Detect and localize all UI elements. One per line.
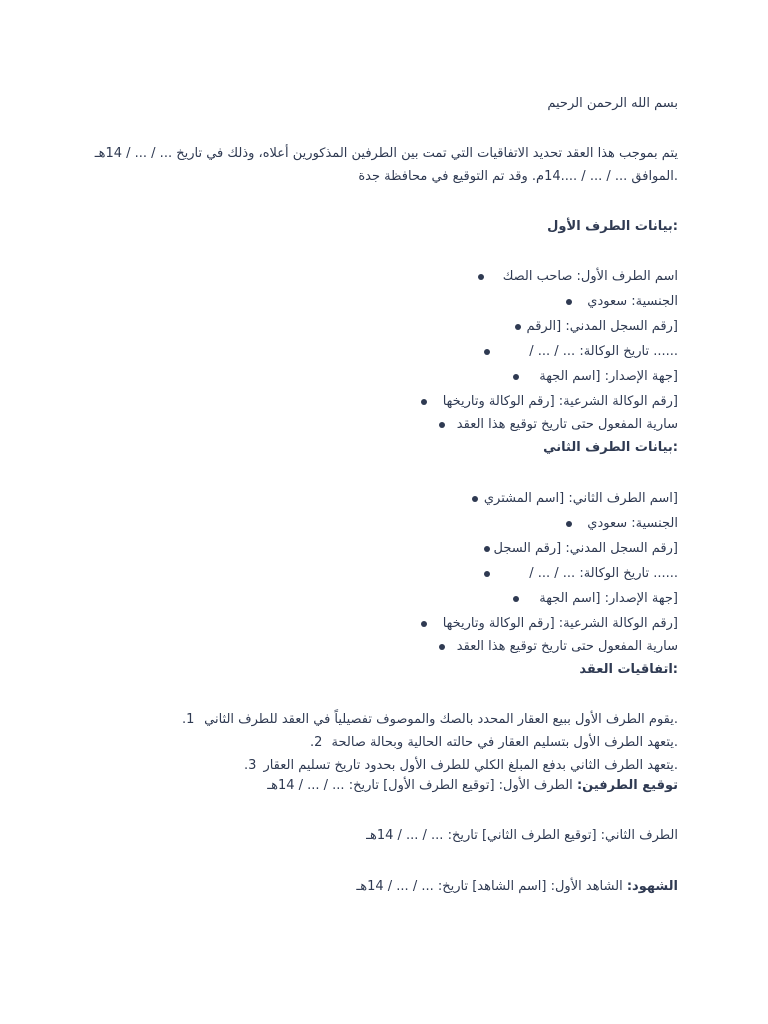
party2-item-poa-number: [443, 615, 678, 633]
signatures-label: توقيع الطرفين:: [576, 778, 678, 793]
party1-item-issuer: [539, 368, 678, 386]
bullet-icon: [472, 496, 478, 502]
party2-item-issuer: [539, 590, 678, 608]
party1-item-name: [503, 268, 678, 286]
bullet-icon: [484, 349, 490, 355]
agreement-item-2: [332, 734, 678, 752]
signature-party1: الطرف الأول: [توقيع الطرف الأول] تاريخ: ... / ... / 14هـ: [267, 778, 573, 793]
list-item-text: [جهة الإصدار: [اسم الجهة: [539, 591, 678, 606]
list-item-text: [اسم الطرف الثاني: [اسم المشتري: [483, 491, 678, 506]
signature-party2: الطرف الثاني: [توقيع الطرف الثاني] تاريخ: ... / ... / 14هـ: [366, 828, 678, 843]
party1-item-poa-number: [443, 393, 678, 411]
party2-item-poa-date: [529, 565, 678, 583]
list-item-text: سارية المفعول حتى تاريخ توقيع هذا العقد: [456, 639, 678, 654]
party1-item-validity: [457, 416, 678, 434]
signatures-line: [267, 777, 678, 795]
agreements-heading: :اتفاقيات العقد: [579, 662, 678, 677]
list-item-text: سارية المفعول حتى تاريخ توقيع هذا العقد: [456, 417, 678, 432]
agreement-number: 2.: [310, 735, 323, 750]
bullet-icon: [513, 596, 519, 602]
witness-1: الشاهد الأول: [اسم الشاهد] تاريخ: ... / ... / 14هـ: [356, 879, 623, 894]
party1-item-poa-date: [529, 343, 678, 361]
list-item-text: [جهة الإصدار: [اسم الجهة: [539, 369, 678, 384]
list-item-text: ...... تاريخ الوكالة: ... / ... /: [529, 566, 678, 581]
agreement-number: 1.: [182, 712, 195, 727]
list-item-text: [رقم الوكالة الشرعية: [رقم الوكالة وتاريخها: [442, 394, 678, 409]
agreement-number: 3.: [244, 758, 257, 773]
list-item-text: [رقم الوكالة الشرعية: [رقم الوكالة وتاريخها: [442, 616, 678, 631]
bullet-icon: [484, 546, 490, 552]
bullet-icon: [484, 571, 490, 577]
witnesses-line: [356, 878, 678, 896]
party2-item-validity: [457, 638, 678, 656]
bullet-icon: [515, 324, 521, 330]
list-item-text: اسم الطرف الأول: صاحب الصك: [502, 269, 678, 284]
list-item-text: الجنسية: سعودي: [587, 294, 678, 309]
bullet-icon: [439, 644, 445, 650]
intro-line-2: .الموافق ... / ... / ....14م. وقد تم التوقيع في محافظة جدة: [358, 169, 678, 184]
agreement-item-1: [204, 711, 678, 729]
list-item-text: [رقم السجل المدني: [الرقم: [526, 319, 678, 334]
bullet-icon: [566, 299, 572, 305]
party1-item-nationality: [587, 293, 678, 311]
list-item-text: الجنسية: سعودي: [587, 516, 678, 531]
party1-heading: :بيانات الطرف الأول: [547, 219, 678, 234]
bullet-icon: [439, 422, 445, 428]
party2-item-nationality: [587, 515, 678, 533]
list-item-text: [رقم السجل المدني: [رقم السجل: [493, 541, 678, 556]
bullet-icon: [421, 621, 427, 627]
witnesses-label: الشهود:: [626, 879, 678, 894]
basmala: بسم الله الرحمن الرحيم: [547, 96, 678, 111]
bullet-icon: [478, 274, 484, 280]
bullet-icon: [513, 374, 519, 380]
bullet-icon: [421, 399, 427, 405]
agreement-text: .يتعهد الطرف الثاني بدفع المبلغ الكلي للطرف الأول بحدود تاريخ تسليم العقار: [263, 758, 678, 773]
agreement-text: .يقوم الطرف الأول ببيع العقار المحدد بالصك والموصوف تفصيلياً في العقد للطرف الثاني: [204, 712, 678, 727]
list-item-text: ...... تاريخ الوكالة: ... / ... /: [529, 344, 678, 359]
bullet-icon: [566, 521, 572, 527]
party1-item-civil-id: [527, 318, 678, 336]
agreement-item-3: [263, 757, 678, 775]
party2-heading: :بيانات الطرف الثاني: [543, 440, 678, 455]
agreement-text: .يتعهد الطرف الأول بتسليم العقار في حالته الحالية وبحالة صالحة: [331, 735, 678, 750]
party2-item-civil-id: [493, 540, 678, 558]
party2-item-name: [484, 490, 678, 508]
intro-line-1: يتم بموجب هذا العقد تحديد الاتفاقيات التي تمت بين الطرفين المذكورين أعلاه، وذلك في تاريخ ... / ... / 14هـ: [94, 146, 678, 161]
